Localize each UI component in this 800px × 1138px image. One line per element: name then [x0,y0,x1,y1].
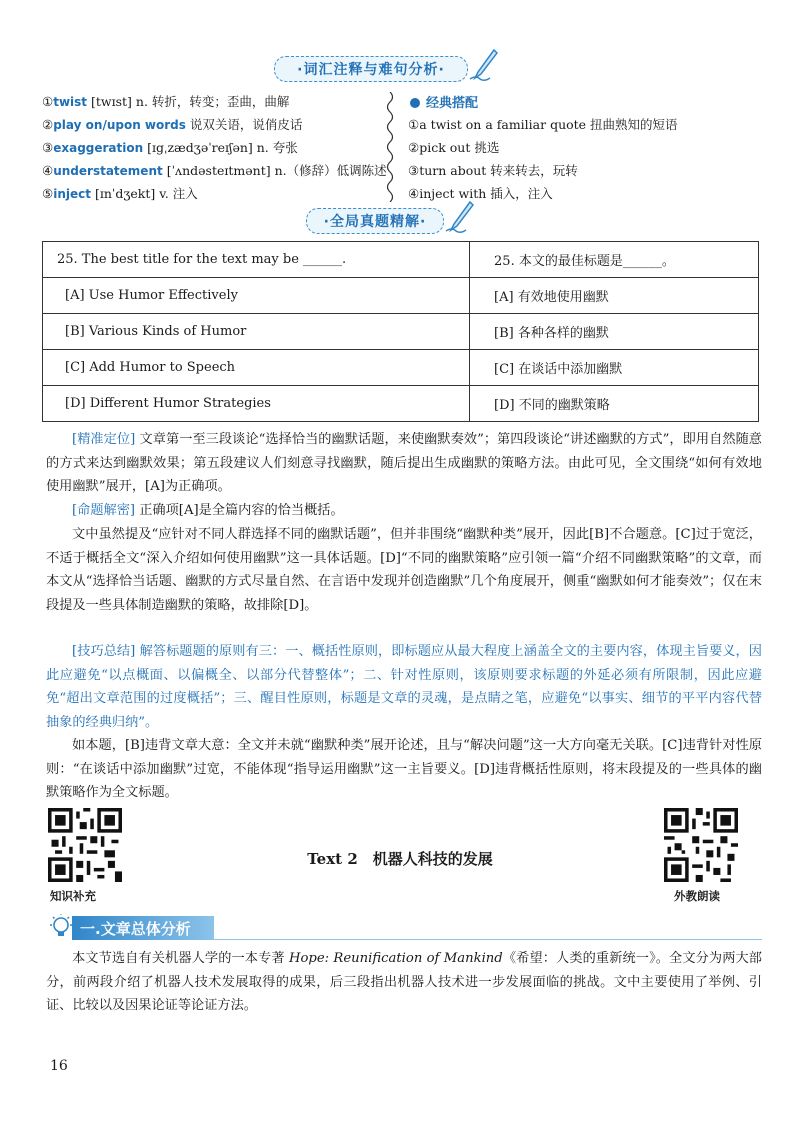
classic-collocation-title: 经典搭配 [410,92,478,111]
book-title: Hope: Reunification of Mankind [288,951,503,966]
question-stem-en: 25. The best title for the text may be ______. [43,242,470,278]
question-stem-zh: 25. 本文的最佳标题是______。 [470,242,759,278]
collocation-item: ②pick out 挑选 [408,140,500,155]
table-row [43,314,759,350]
option-en: [A] Use Humor Effectively [43,278,470,314]
exam-banner [306,208,444,234]
analysis-technique: [技巧总结] 解答标题题的原则有三：一、概括性原则，即标题应从最大程度上涵盖全文的主要内容，体现主旨要义，因此应避免“以点概面、以偏概全、以部分代替整体”；二、针对性原则，该原则要求标题的外延必须有所限制，因此应避免“超出文章范围的过度概括”；三、醒目性原则，标题是文章的灵魂，是点睛之笔，应避免“以事实、细节的平平内容代替抽象的经典归纳”。 [46,644,762,730]
vocab-item: ⑤inject [ɪnˈdʒekt] v. 注入 [42,186,198,201]
qr-left-label: 知识补充 [50,889,96,903]
option-zh: [C] 在谈话中添加幽默 [470,350,759,386]
analysis-locate: [精准定位] 文章第一至三段谈论“选择恰当的幽默话题，来使幽默奏效”；第四段谈论“讲述幽默的方式”，即用自然随意的方式来达到幽默效果；第五段建议人们刻意寻找幽默，随后提出生成幽默的策略方法。由此可见，全文围绕“如何有效地使用幽默”展开，[A]为正确项。 [46,432,762,494]
question-table [42,241,759,422]
vocab-item: ④understatement [ˈʌndəsteɪtmənt] n.（修辞）低调陈述 [42,163,387,178]
option-zh: [B] 各种各样的幽默 [470,314,759,350]
wavy-divider [383,92,397,202]
lightbulb-icon [48,914,74,942]
collocation-item: ③turn about 转来转去，玩转 [408,163,578,178]
option-zh: [D] 不同的幽默策略 [470,386,759,422]
pen-icon [468,48,498,82]
table-row [43,242,759,278]
option-en: [B] Various Kinds of Humor [43,314,470,350]
vocab-item: ③exaggeration [ɪgˌzædʒəˈreɪʃən] n. 夸张 [42,140,298,155]
option-zh: [A] 有效地使用幽默 [470,278,759,314]
analysis-example: 如本题，[B]违背文章大意：全文并未就“幽默种类”展开论述，且与“解决问题”这一大方向毫无关联。[C]违背针对性原则：“在谈话中添加幽默”过宽，不能体现“指导运用幽默”这一主旨要义。[D]违背概括性原则，将末段提及的一些具体的幽默策略作为全文标题。 [46,738,762,800]
vocab-banner-label: ·词汇注释与难句分析· [297,62,445,78]
collocation-item: ①a twist on a familiar quote 扭曲熟知的短语 [408,117,678,132]
table-row [43,350,759,386]
option-en: [C] Add Humor to Speech [43,350,470,386]
table-row [43,278,759,314]
qr-right-label: 外教朗读 [674,889,720,903]
overview-paragraph: 本文节选自有关机器人学的一本专著 Hope: Reunification of Mankind《希望：人类的重新统一》。全文分为两大部分，前两段介绍了机器人技术发展取得的成果，后三段指出机器人技术进一步发展面临的挑战。文中主要使用了举例、引证、比较以及因果论证等论证方法。 [46,951,762,1013]
option-en: [D] Different Humor Strategies [43,386,470,422]
section-heading: 一.文章总体分析 [72,916,214,940]
vocab-banner [274,56,468,82]
exam-banner-label: ·全局真题精解· [323,214,427,230]
bullet-icon [410,98,420,108]
analysis-decode: [命题解密] 正确项[A]是全篇内容的恰当概括。 [72,503,344,518]
text2-title: Text 2 机器人科技的发展 [307,850,493,868]
vocab-item: ①twist [twɪst] n. 转折，转变；歪曲，曲解 [42,94,290,109]
section-underline [214,939,762,940]
collocation-item: ④inject with 插入，注入 [408,186,553,201]
page-number: 16 [50,1058,68,1074]
qr-code-icon[interactable] [48,808,122,882]
vocab-item: ②play on/upon words 说双关语，说俏皮话 [42,117,303,132]
table-row [43,386,759,422]
qr-code-icon[interactable] [664,808,738,882]
analysis-distractors: 文中虽然提及“应针对不同人群选择不同的幽默话题”，但并非围绕“幽默种类”展开，因此[B]不合题意。[C]过于宽泛，不适于概括全文“深入介绍如何使用幽默”这一具体话题。[D]“不同的幽默策略”应引领一篇“介绍不同幽默策略”的文章，而本文从“选择恰当话题、幽默的方式尽量自然、在言语中发现并创造幽默”几个角度展开，侧重“幽默如何才能奏效”；仅在末段提及一些具体制造幽默的策略，故排除[D]。 [46,527,762,613]
pen-icon [444,200,474,234]
